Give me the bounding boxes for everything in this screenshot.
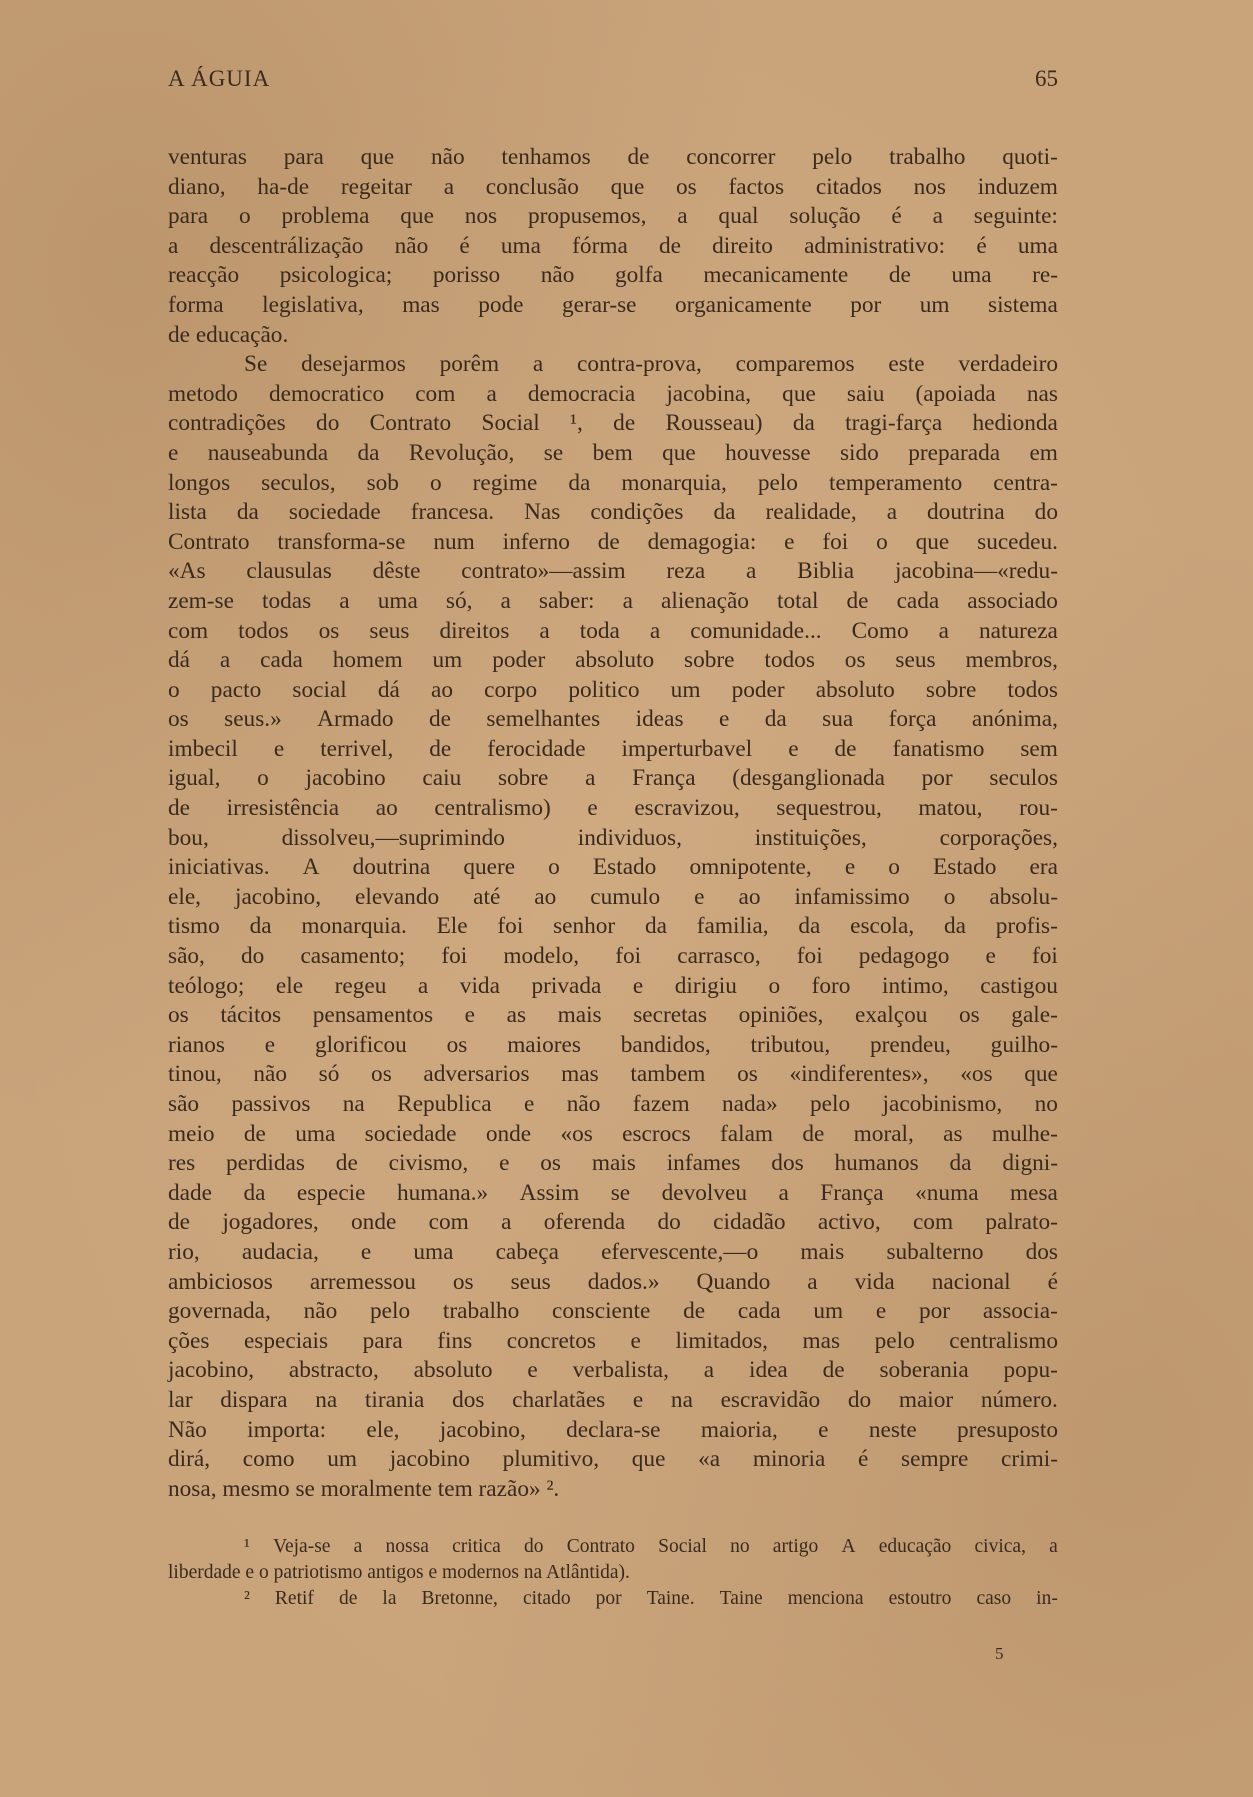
text-line: dá a cada homem um poder absoluto sobre todos os seus membros,: [168, 647, 1058, 674]
text-line: para o problema que nos propusemos, a qual solução é a seguinte:: [168, 203, 1058, 230]
text-line: imbecil e terrivel, de ferocidade imperturbavel e de fanatismo sem: [168, 735, 1058, 762]
text-line: forma legislativa, mas pode gerar-se organicamente por um sistema: [168, 291, 1058, 318]
text-line: ções especiais para fins concretos e limitados, mas pelo centralismo: [168, 1327, 1058, 1354]
text-line: rianos e glorificou os maiores bandidos, tributou, prendeu, guilho-: [168, 1031, 1058, 1058]
text-line: meio de uma sociedade onde «os escrocs falam de moral, as mulhe-: [168, 1120, 1058, 1147]
text-line: dade da especie humana.» Assim se devolveu a França «numa mesa: [168, 1179, 1058, 1206]
text-line: ele, jacobino, elevando até ao cumulo e ao infamissimo o absolu-: [168, 883, 1058, 910]
text-line: tinou, não só os adversarios mas tambem os «indiferentes», «os que: [168, 1061, 1058, 1088]
footnote-line: ² Retif de la Bretonne, citado por Taine. Taine menciona estoutro caso in-: [244, 1588, 1058, 1609]
text-line: com todos os seus direitos a toda a comunidade... Como a natureza: [168, 617, 1058, 644]
text-line: longos seculos, sob o regime da monarquia, pelo temperamento centra-: [168, 469, 1058, 496]
text-line: dirá, como um jacobino plumitivo, que «a minoria é sempre crimi-: [168, 1446, 1058, 1473]
text-line: Contrato transforma-se num inferno de demagogia: e foi o que sucedeu.: [168, 528, 1058, 555]
text-line: e nauseabunda da Revolução, se bem que houvesse sido preparada em: [168, 439, 1058, 466]
text-line: lista da sociedade francesa. Nas condições da realidade, a doutrina do: [168, 499, 1058, 526]
text-line: igual, o jacobino caiu sobre a França (desganglionada por seculos: [168, 765, 1058, 792]
running-title: A ÁGUIA: [168, 66, 271, 91]
text-line: de jogadores, onde com a oferenda do cidadão activo, com palrato-: [168, 1209, 1058, 1236]
text-line: governada, não pelo trabalho consciente de cada um e por associa-: [168, 1298, 1058, 1325]
text-line: bou, dissolveu,—suprimindo individuos, instituições, corporações,: [168, 824, 1058, 851]
text-line: de irresistência ao centralismo) e escravizou, sequestrou, matou, rou-: [168, 795, 1058, 822]
text-line: res perdidas de civismo, e os mais infames dos humanos da digni-: [168, 1150, 1058, 1177]
text-line: nosa, mesmo se moralmente tem razão» ².: [168, 1475, 560, 1502]
text-line: jacobino, abstracto, absoluto e verbalista, a idea de soberania popu-: [168, 1357, 1058, 1384]
text-line: tismo da monarquia. Ele foi senhor da familia, da escola, da profis-: [168, 913, 1058, 940]
text-line: contradições do Contrato Social ¹, de Rousseau) da tragi-farça hedionda: [168, 410, 1058, 437]
text-line: Não importa: ele, jacobino, declara-se maioria, e neste presuposto: [168, 1416, 1058, 1443]
text-line: reacção psicologica; porisso não golfa mecanicamente de uma re-: [168, 262, 1058, 289]
footnote-line: ¹ Veja-se a nossa critica do Contrato Social no artigo A educação civica, a: [244, 1536, 1058, 1557]
text-line: zem-se todas a uma só, a saber: a alienação total de cada associado: [168, 587, 1058, 614]
text-line: ambiciosos arremessou os seus dados.» Quando a vida nacional é: [168, 1268, 1058, 1295]
text-line: a descentrálização não é uma fórma de direito administrativo: é uma: [168, 232, 1058, 259]
text-line: Se desejarmos porêm a contra-prova, comparemos este verdadeiro: [244, 351, 1058, 378]
text-line: rio, audacia, e uma cabeça efervescente,—o mais subalterno dos: [168, 1238, 1058, 1265]
footnote-line: liberdade e o patriotismo antigos e modernos na Atlântida).: [168, 1562, 630, 1583]
footnotes: [168, 1534, 1058, 1612]
text-line: lar dispara na tirania dos charlatães e na escravidão do maior número.: [168, 1386, 1058, 1413]
text-line: diano, ha-de regeitar a conclusão que os factos citados nos induzem: [168, 173, 1058, 200]
text-line: «As clausulas dêste contrato»—assim reza a Biblia jacobina—«redu-: [168, 558, 1058, 585]
text-line: venturas para que não tenhamos de concorrer pelo trabalho quoti-: [168, 144, 1058, 170]
page-header: [168, 66, 1058, 100]
text-line: de educação.: [168, 321, 289, 348]
text-line: são, do casamento; foi modelo, foi carrasco, foi pedagogo e foi: [168, 943, 1058, 970]
signature-mark: 5: [995, 1644, 1004, 1663]
text-line: iniciativas. A doutrina quere o Estado omnipotente, e o Estado era: [168, 854, 1058, 881]
body-text: [168, 143, 1058, 1504]
text-line: o pacto social dá ao corpo politico um poder absoluto sobre todos: [168, 676, 1058, 703]
text-line: são passivos na Republica e não fazem nada» pelo jacobinismo, no: [168, 1091, 1058, 1117]
text-line: os seus.» Armado de semelhantes ideas e da sua força anónima,: [168, 706, 1058, 733]
text-line: teólogo; ele regeu a vida privada e dirigiu o foro intimo, castigou: [168, 972, 1058, 999]
text-line: os tácitos pensamentos e as mais secretas opiniões, exalçou os gale-: [168, 1002, 1058, 1029]
text-line: metodo democratico com a democracia jacobina, que saiu (apoiada nas: [168, 380, 1058, 407]
page-number: 65: [1035, 66, 1058, 91]
